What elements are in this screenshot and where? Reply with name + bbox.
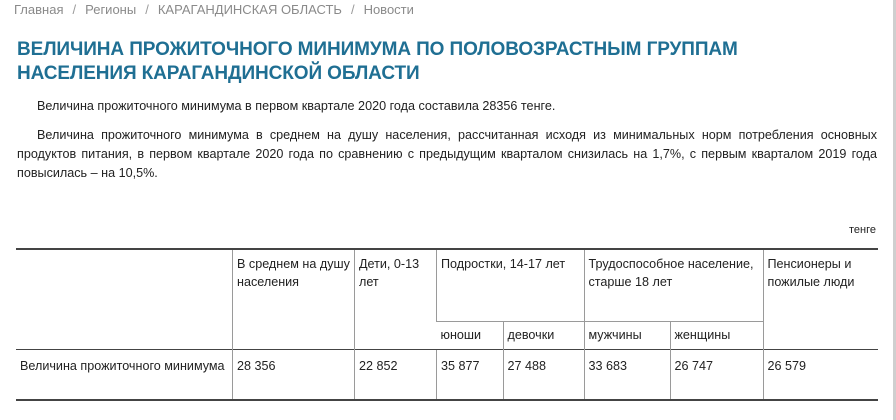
row-label: Величина прожиточного минимума xyxy=(16,350,233,401)
header-pensioners: Пенсионеры и пожилые люди xyxy=(763,249,878,350)
breadcrumb-regions-link[interactable]: Регионы xyxy=(85,2,137,17)
value-pensioners: 26 579 xyxy=(763,350,878,401)
header-men: мужчины xyxy=(584,322,670,350)
breadcrumb-region-link[interactable]: КАРАГАНДИНСКАЯ ОБЛАСТЬ xyxy=(157,2,342,17)
header-women: женщины xyxy=(670,322,763,350)
breadcrumb-separator: / xyxy=(72,2,77,17)
article-paragraph: Величина прожиточного минимума в среднем на душу населения, рассчитанная исходя из минимальных норм потребления основных продуктов питания, в первом квартале 2020 года по сравнению с предыдущим кварталом снизилась на 1,7%, с первым кварталом 2019 года повысилась – на 10,5%. xyxy=(17,128,877,180)
breadcrumb-separator: / xyxy=(350,2,355,17)
breadcrumb-news-link[interactable]: Новости xyxy=(363,2,414,17)
value-children: 22 852 xyxy=(355,350,437,401)
breadcrumb xyxy=(14,2,414,17)
value-girls: 27 488 xyxy=(503,350,584,401)
header-girls: девочки xyxy=(503,322,584,350)
value-average: 28 356 xyxy=(233,350,355,401)
table-unit-label: тенге xyxy=(849,224,876,236)
value-men: 33 683 xyxy=(584,350,670,401)
value-women: 26 747 xyxy=(670,350,763,401)
page-title: ВЕЛИЧИНА ПРОЖИТОЧНОГО МИНИМУМА ПО ПОЛОВОЗРАСТНЫМ ГРУППАМ НАСЕЛЕНИЯ КАРАГАНДИНСКОЙ ОБЛАСТИ xyxy=(17,39,738,84)
subsistence-minimum-table xyxy=(16,248,878,401)
header-working-age: Трудоспособное население, старше 18 лет xyxy=(584,249,763,322)
breadcrumb-home-link[interactable]: Главная xyxy=(14,2,64,17)
header-teens: Подростки, 14-17 лет xyxy=(437,249,585,322)
value-boys: 35 877 xyxy=(437,350,504,401)
table-row xyxy=(16,350,878,401)
header-boys: юноши xyxy=(437,322,504,350)
header-children: Дети, 0-13 лет xyxy=(355,249,437,350)
breadcrumb-separator: / xyxy=(145,2,149,17)
header-average: В среднем на душу населения xyxy=(233,249,355,350)
table-header-empty xyxy=(16,249,233,350)
table-header-row xyxy=(16,249,878,322)
article-paragraph: Величина прожиточного минимума в первом квартале 2020 года составила 28356 тенге. xyxy=(37,99,556,113)
